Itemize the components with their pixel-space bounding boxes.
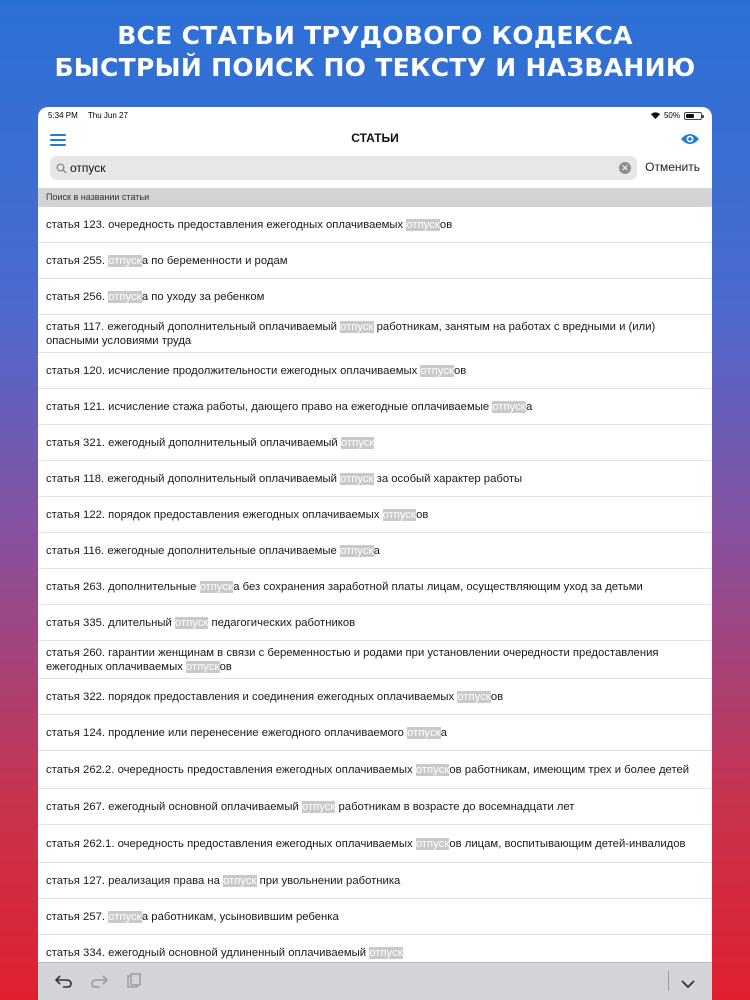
result-text: статья 257. bbox=[46, 910, 109, 923]
match-highlight: отпуск bbox=[223, 874, 257, 887]
clipboard-icon[interactable] bbox=[127, 973, 141, 993]
result-title bbox=[46, 946, 403, 960]
result-text: статья 127. реализация права на bbox=[46, 874, 224, 887]
match-highlight: отпуск bbox=[382, 508, 417, 521]
toolbar-separator bbox=[668, 971, 669, 991]
redo-icon[interactable] bbox=[90, 973, 108, 994]
result-text: статья 124. продление или перенесение ежегодного оплачиваемого bbox=[46, 726, 408, 739]
search-row bbox=[38, 154, 712, 188]
result-text: статья 117. ежегодный дополнительный оплачиваемый bbox=[46, 320, 341, 333]
match-highlight: отпуск bbox=[415, 837, 450, 850]
match-highlight: отпуск bbox=[108, 910, 142, 923]
match-highlight: отпуск bbox=[492, 400, 526, 413]
result-row[interactable] bbox=[38, 715, 712, 751]
result-title bbox=[46, 580, 643, 594]
result-title bbox=[46, 472, 522, 486]
result-text: ов bbox=[490, 690, 504, 703]
result-title bbox=[46, 400, 532, 414]
match-highlight: отпуск bbox=[415, 763, 450, 776]
result-text: ов работникам, имеющим трех и более детей bbox=[449, 763, 690, 776]
result-text: статья 255. bbox=[46, 254, 109, 267]
result-text: статья 116. ежегодные дополнительные оплачиваемые bbox=[46, 544, 340, 557]
result-text: ов bbox=[454, 364, 467, 377]
status-date: Thu Jun 27 bbox=[87, 111, 128, 120]
result-text: а bbox=[373, 544, 380, 557]
match-highlight: отпуск bbox=[369, 946, 403, 959]
result-row[interactable] bbox=[38, 825, 712, 863]
result-text: статья 122. порядок предоставления ежегодных оплачиваемых bbox=[46, 508, 383, 521]
result-row[interactable] bbox=[38, 389, 712, 425]
result-text: статья 262.2. очередность предоставления ежегодных оплачиваемых bbox=[46, 763, 416, 776]
result-row[interactable] bbox=[38, 679, 712, 715]
result-text: а bbox=[440, 726, 448, 739]
result-title bbox=[46, 874, 400, 888]
results-list bbox=[38, 207, 712, 971]
result-text: статья 120. исчисление продолжительности ежегодных оплачиваемых bbox=[46, 364, 421, 377]
result-title bbox=[46, 290, 264, 304]
match-highlight: отпуск bbox=[457, 690, 491, 703]
status-time: 5:34 PM bbox=[48, 111, 78, 120]
result-row[interactable] bbox=[38, 207, 712, 243]
clear-search-icon[interactable]: ✕ bbox=[619, 162, 631, 174]
match-highlight: отпуск bbox=[340, 436, 375, 449]
result-text: педагогических работников bbox=[208, 616, 356, 629]
result-text: статья 322. порядок предоставления и соединения ежегодных оплачиваемых bbox=[46, 690, 458, 703]
match-highlight: отпуск bbox=[108, 290, 142, 303]
result-row[interactable] bbox=[38, 899, 712, 935]
result-row[interactable] bbox=[38, 315, 712, 353]
battery-icon bbox=[684, 112, 702, 120]
result-title bbox=[46, 254, 288, 268]
result-row[interactable] bbox=[38, 569, 712, 605]
result-text: ов лицам, воспитывающим детей-инвалидов bbox=[449, 837, 686, 850]
match-highlight: отпуск bbox=[301, 800, 336, 813]
result-row[interactable] bbox=[38, 497, 712, 533]
result-text: статья 262.1. очередность предоставления ежегодных оплачиваемых bbox=[46, 837, 416, 850]
result-title bbox=[46, 508, 428, 522]
match-highlight: отпуск bbox=[340, 472, 374, 485]
result-title bbox=[46, 364, 466, 378]
result-text: статья 123. очередность предоставления ежегодных оплачиваемых bbox=[46, 218, 407, 231]
result-text: статья 334. ежегодный основной удлиненный оплачиваемый bbox=[46, 946, 370, 959]
result-title bbox=[46, 544, 380, 558]
promo-banner bbox=[0, 20, 750, 84]
result-row[interactable] bbox=[38, 533, 712, 569]
match-highlight: отпуск bbox=[174, 616, 209, 629]
match-highlight: отпуск bbox=[406, 218, 440, 231]
result-row[interactable] bbox=[38, 353, 712, 389]
match-highlight: отпуск bbox=[339, 544, 374, 557]
result-title bbox=[46, 726, 447, 740]
status-bar bbox=[38, 107, 712, 124]
result-row[interactable] bbox=[38, 425, 712, 461]
result-text: работникам, занятым на работах с вредными и (или) опасными условиями труда bbox=[46, 320, 656, 347]
result-text: статья 118. ежегодный дополнительный оплачиваемый bbox=[46, 472, 341, 485]
result-text: статья 256. bbox=[46, 290, 109, 303]
undo-icon[interactable] bbox=[55, 973, 73, 994]
search-field bbox=[50, 156, 637, 180]
result-row[interactable] bbox=[38, 751, 712, 789]
result-text: а работникам, усыновившим ребенка bbox=[141, 910, 339, 923]
result-row[interactable] bbox=[38, 789, 712, 825]
result-text: а без сохранения заработной платы лицам, осуществляющим уход за детьми bbox=[233, 580, 643, 593]
result-text: статья 335. длительный bbox=[46, 616, 175, 629]
result-row[interactable] bbox=[38, 605, 712, 641]
result-row[interactable] bbox=[38, 461, 712, 497]
result-text: при увольнении работника bbox=[256, 874, 401, 887]
match-highlight: отпуск bbox=[340, 320, 374, 333]
match-highlight: отпуск bbox=[420, 364, 454, 377]
wifi-icon bbox=[651, 112, 660, 119]
result-title bbox=[46, 800, 575, 814]
result-text: ов bbox=[416, 508, 429, 521]
eye-icon[interactable] bbox=[680, 132, 700, 146]
result-row[interactable] bbox=[38, 279, 712, 315]
match-highlight: отпуск bbox=[407, 726, 441, 739]
result-title bbox=[46, 436, 374, 450]
result-title bbox=[46, 763, 689, 777]
result-text: ов bbox=[219, 660, 232, 673]
search-icon bbox=[56, 161, 67, 179]
search-input[interactable] bbox=[70, 158, 610, 178]
result-text: статья 263. дополнительные bbox=[46, 580, 200, 593]
section-header: Поиск в названии статьи bbox=[38, 188, 712, 207]
result-title bbox=[46, 646, 704, 674]
result-text: статья 321. ежегодный дополнительный оплачиваемый bbox=[46, 436, 341, 449]
result-title bbox=[46, 218, 452, 232]
result-title bbox=[46, 616, 355, 630]
result-title bbox=[46, 320, 704, 348]
match-highlight: отпуск bbox=[108, 254, 142, 267]
match-highlight: отпуск bbox=[185, 660, 220, 673]
keyboard-toolbar bbox=[38, 962, 712, 1000]
result-text: работникам в возрасте до восемнадцати лет bbox=[335, 800, 575, 813]
result-row[interactable] bbox=[38, 863, 712, 899]
result-title bbox=[46, 910, 339, 924]
result-text: а bbox=[525, 400, 533, 413]
cancel-button[interactable]: Отменить bbox=[645, 160, 700, 174]
result-title bbox=[46, 690, 503, 704]
result-title bbox=[46, 837, 686, 851]
result-text: а по беременности и родам bbox=[141, 254, 288, 267]
page-title: СТАТЬИ bbox=[351, 131, 399, 145]
result-text: ов bbox=[439, 218, 453, 231]
promo-line-2: БЫСТРЫЙ ПОИСК ПО ТЕКСТУ И НАЗВАНИЮ bbox=[54, 53, 696, 82]
result-text: статья 260. гарантии женщинам в связи с беременностью и родами при установлении очередности предоставления ежегодных оплачиваемых bbox=[46, 646, 659, 673]
result-row[interactable] bbox=[38, 243, 712, 279]
navigation-bar bbox=[38, 124, 712, 154]
promo-line-1: ВСЕ СТАТЬИ ТРУДОВОГО КОДЕКСА bbox=[117, 21, 633, 50]
match-highlight: отпуск bbox=[199, 580, 234, 593]
result-text: за особый характер работы bbox=[373, 472, 523, 485]
tablet-screen bbox=[38, 107, 712, 1000]
battery-percent: 50% bbox=[663, 111, 680, 120]
result-row[interactable] bbox=[38, 641, 712, 679]
result-text: статья 121. исчисление стажа работы, дающего право на ежегодные оплачиваемые bbox=[46, 400, 493, 413]
chevron-down-icon[interactable] bbox=[681, 976, 695, 994]
result-text: статья 267. ежегодный основной оплачиваемый bbox=[46, 800, 302, 813]
result-text: а по уходу за ребенком bbox=[141, 290, 265, 303]
